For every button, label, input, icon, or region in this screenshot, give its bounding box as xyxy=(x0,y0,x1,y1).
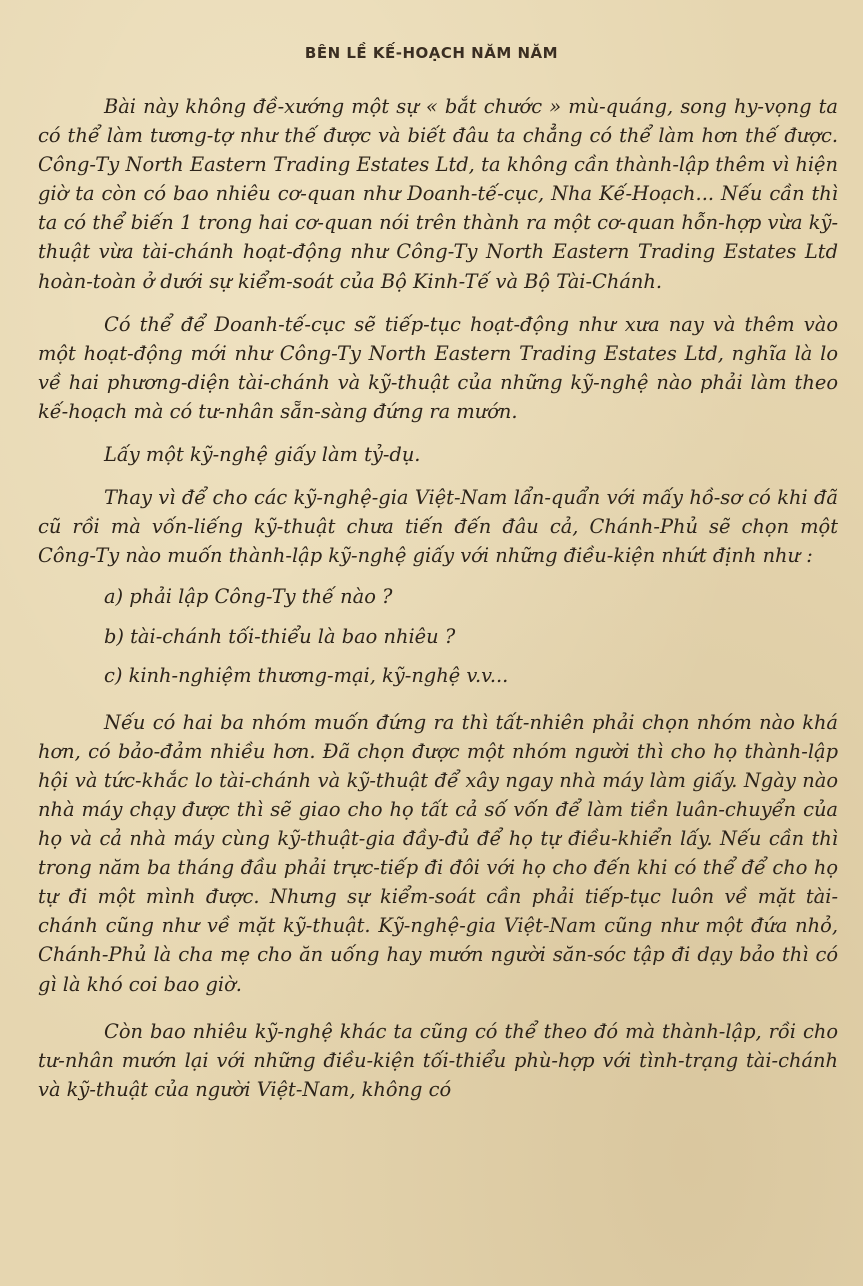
page-header: BÊN LỀ KẾ-HOẠCH NĂM NĂM xyxy=(304,44,559,62)
list-item-a: a) phải lập Công-Ty thế nào ? xyxy=(104,585,393,609)
article-body xyxy=(38,92,838,1104)
paragraph-6: Còn bao nhiêu kỹ-nghệ khác ta cũng có thể theo đó mà thành-lập, rồi cho tư-nhân mướn lại với những điều-kiện tối-thiểu phù-hợp với tình-trạng tài-chánh và kỹ-thuật của người Việt-Nam, không có xyxy=(38,1019,838,1101)
paragraph-4: Thay vì để cho các kỹ-nghệ-gia Việt-Nam lẩn-quẩn với mấy hồ-sơ có khi đã cũ rồi mà vốn-liếng kỹ-thuật chưa tiến đến đâu cả, Chánh-Phủ sẽ chọn một Công-Ty nào muốn thành-lập kỹ-nghệ giấy với những điều-kiện nhứt định như : xyxy=(38,486,838,568)
paragraph-1: Bài này không đề-xướng một sự « bắt chước » mù-quáng, song hy-vọng ta có thể làm tương-tợ như thế được và biết đâu ta chẳng có thể làm hơn thế được. Công-Ty North Eastern Trading Estates Ltd, ta không cần thành-lập thêm vì hiện giờ ta còn có bao nhiêu cơ-quan như Doanh-tế-cục, Nha Kế-Hoạch... Nếu cần thì ta có thể biến 1 trong hai cơ-quan nói trên thành ra một cơ-quan hỗn-hợp vừa kỹ-thuật vừa tài-chánh hoạt-động như Công-Ty North Eastern Trading Estates Ltd hoàn-toàn ở dưới sự kiểm-soát của Bộ Kinh-Tế và Bộ Tài-Chánh. xyxy=(38,95,838,293)
paragraph-3: Lấy một kỹ-nghệ giấy làm tỷ-dụ. xyxy=(104,443,421,467)
paragraph-2: Có thể để Doanh-tế-cục sẽ tiếp-tục hoạt-động như xưa nay và thêm vào một hoạt-động mới như Công-Ty North Eastern Trading Estates Ltd, nghĩa là lo về hai phương-diện tài-chánh và kỹ-thuật của những kỹ-nghệ nào phải làm theo kế-hoạch mà có tư-nhân sẵn-sàng đứng ra mướn. xyxy=(38,312,838,423)
list-item-b: b) tài-chánh tối-thiểu là bao nhiêu ? xyxy=(104,624,456,648)
list-item-c: c) kinh-nghiệm thương-mại, kỹ-nghệ v.v... xyxy=(104,663,509,687)
paragraph-5: Nếu có hai ba nhóm muốn đứng ra thì tất-nhiên phải chọn nhóm nào khá hơn, có bảo-đảm nhiều hơn. Đã chọn được một nhóm người thì cho họ thành-lập hội và tức-khắc lo tài-chánh và kỹ-thuật để xây ngay nhà máy làm giấy. Ngày nào nhà máy chạy được thì sẽ giao cho họ tất cả số vốn để làm tiền luân-chuyển của họ và cả nhà máy cùng kỹ-thuật-gia đầy-đủ để họ tự điều-khiển lấy. Nếu cần thì trong năm ba tháng đầu phải trực-tiếp đi đôi với họ cho đến khi có thể để cho họ tự đi một mình được. Nhưng sự kiểm-soát cần phải tiếp-tục luôn về mặt tài-chánh cũng như về mặt kỹ-thuật. Kỹ-nghệ-gia Việt-Nam cũng như một đứa nhỏ, Chánh-Phủ là cha mẹ cho ăn uống hay mướn người săn-sóc tập đi dạy bảo thì có gì là khó coi bao giờ. xyxy=(38,710,838,996)
